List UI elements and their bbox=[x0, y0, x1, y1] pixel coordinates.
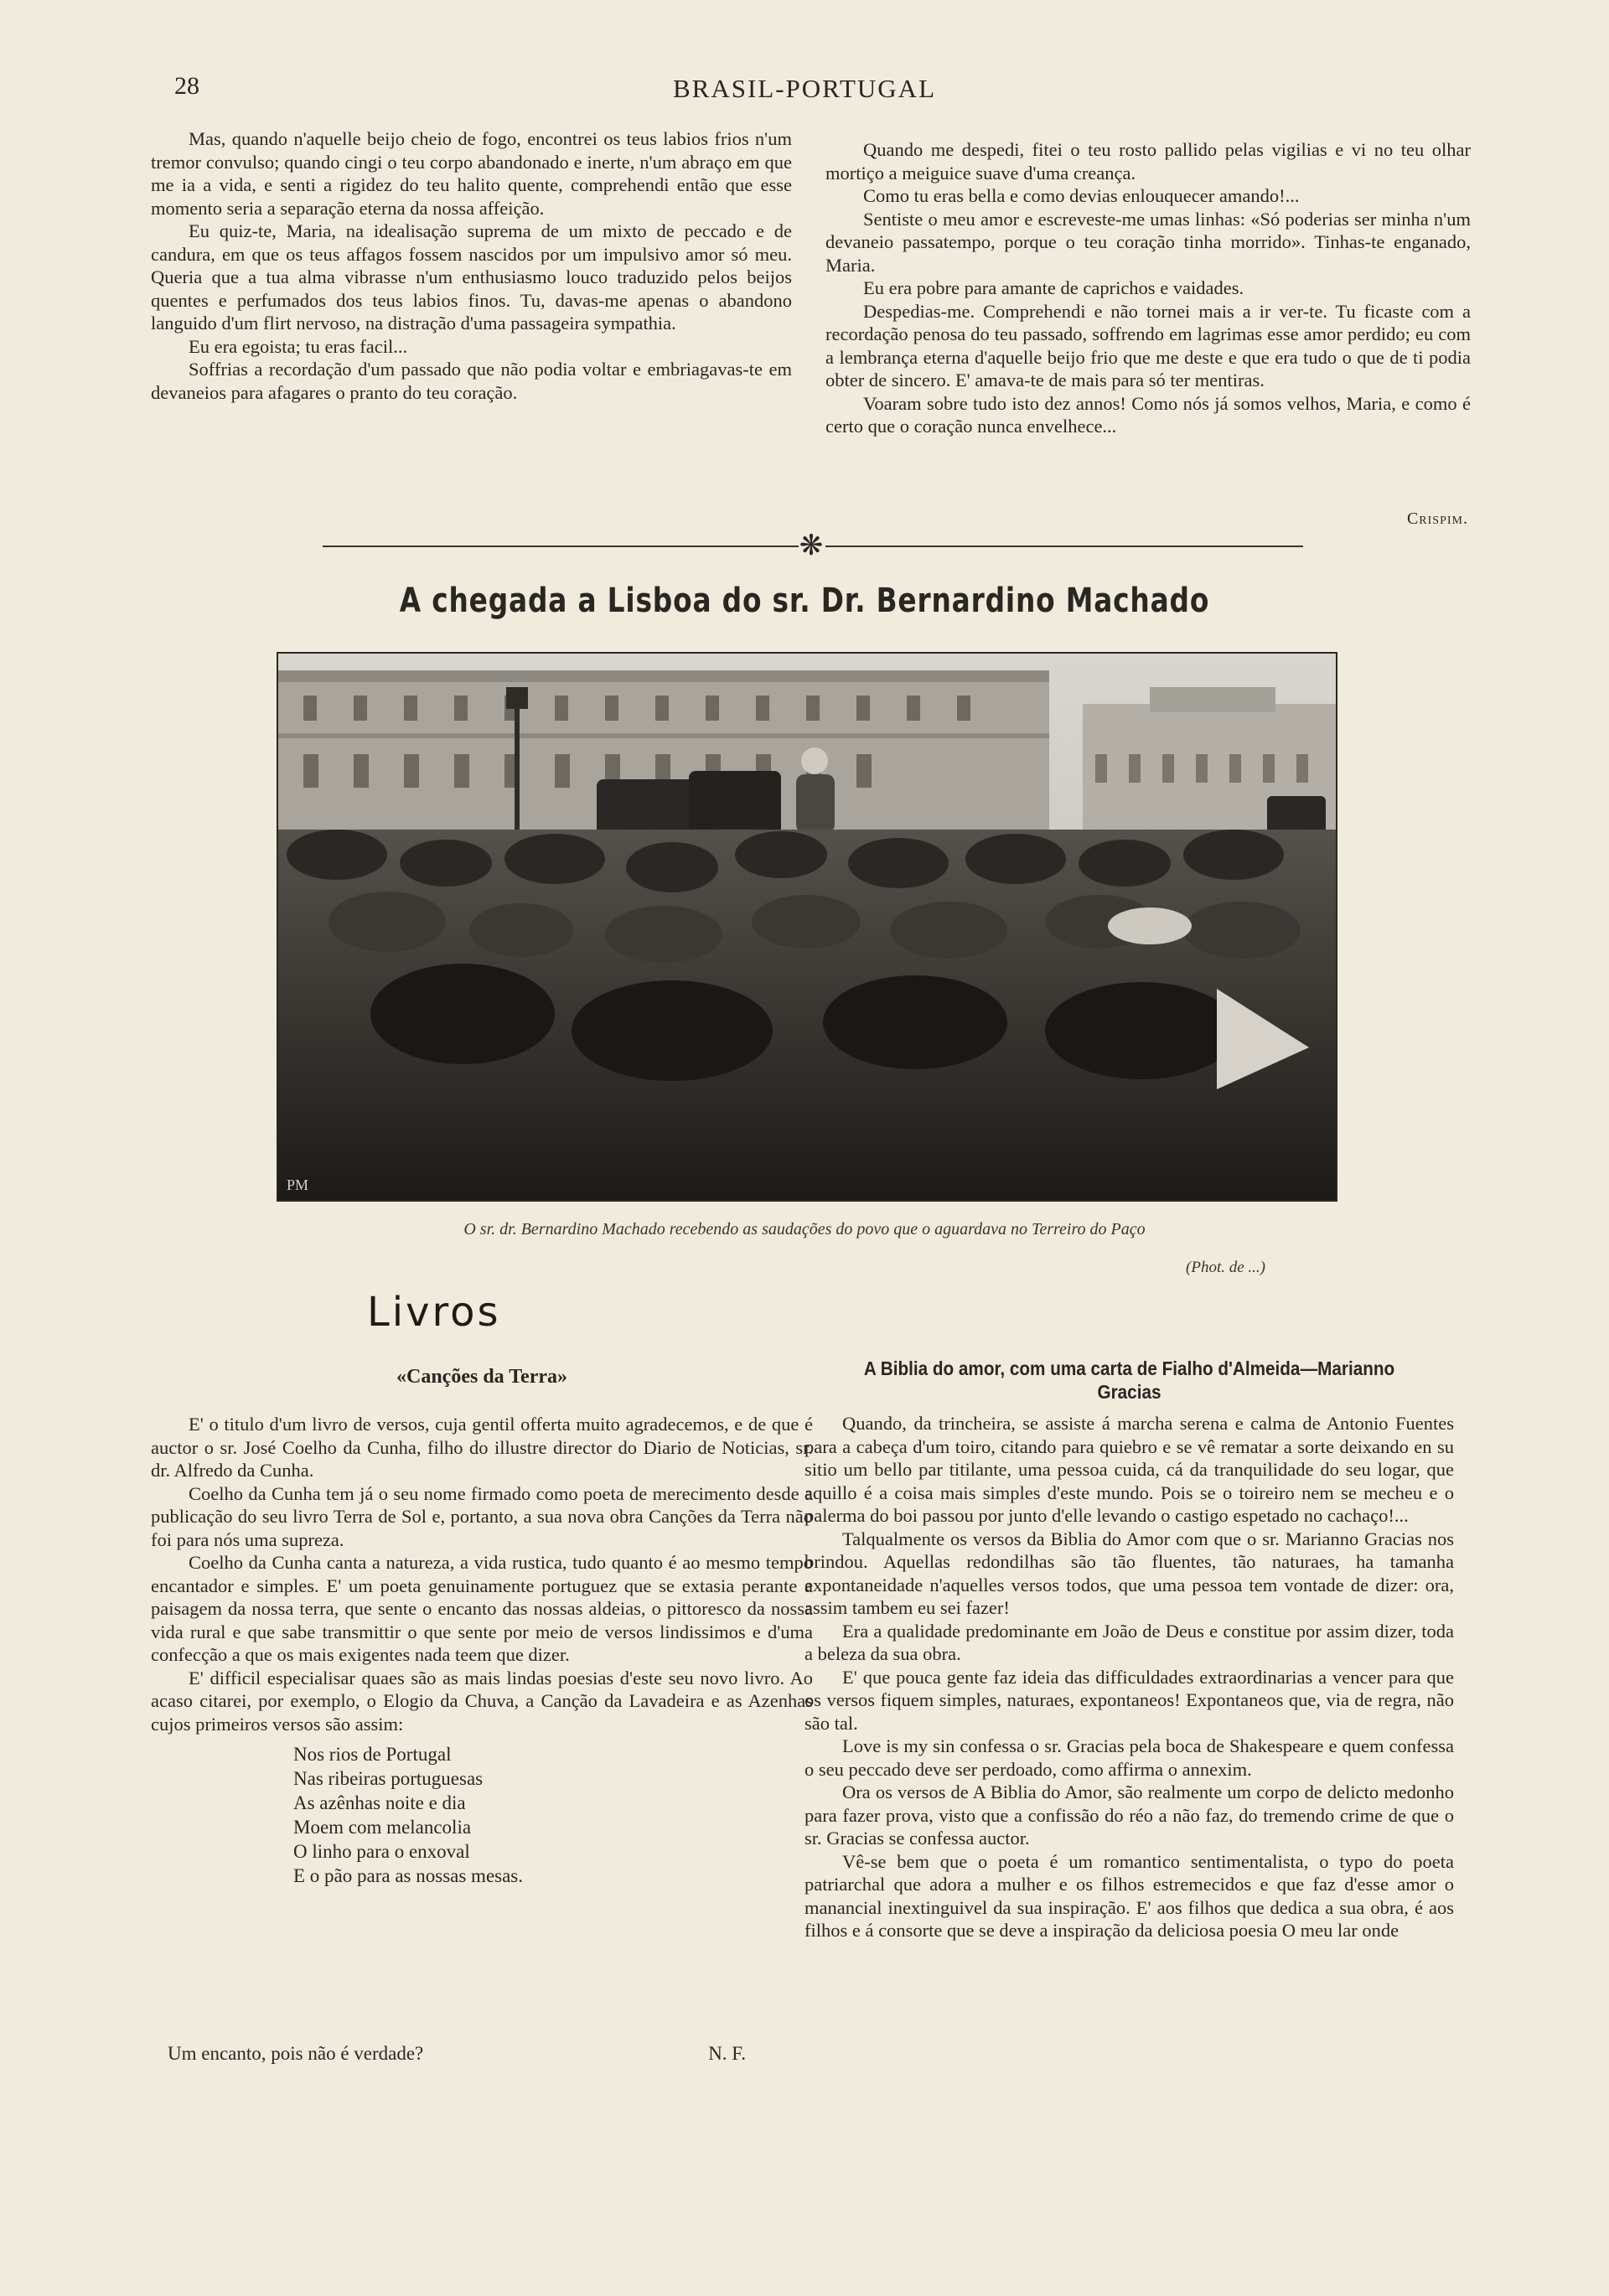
books-column bbox=[151, 1413, 813, 1901]
section-title-livros: Livros bbox=[367, 1289, 501, 1336]
poem-line: Moem com melancolia bbox=[293, 1817, 472, 1838]
poem-line: Nas ribeiras portuguesas bbox=[293, 1768, 484, 1789]
paragraph: Era a qualidade predominante em João de Deus e constitue por assim dizer, toda a beleza da sua obra. bbox=[804, 1620, 1454, 1664]
biblia-column bbox=[804, 1357, 1454, 1942]
paragraph: Despedias-me. Comprehendi e não tornei mais a ir ver-te. Tu ficaste com a recordação penosa do teu passado, soffrendo em lagrimas esse amor perdido; eu com a lembrança eterna d'aquelle beijo frio que me deste e que era tudo o que de ti podia obter de sincero. E' amava-te de mais para só ter mentiras. bbox=[825, 300, 1471, 390]
signature-crispim: Crispim. bbox=[1406, 509, 1468, 528]
paragraph: Soffrias a recordação d'um passado que não podia voltar e embriagavas-te em devaneios para afagares o pranto do teu coração. bbox=[151, 359, 792, 403]
paragraph: Coelho da Cunha tem já o seu nome firmado como poeta de merecimento desde a publicação do seu livro Terra de Sol e, portanto, a sua nova obra Canções da Terra não foi para nós uma supreza. bbox=[151, 1482, 813, 1550]
crowd-photograph bbox=[277, 652, 1337, 1202]
paragraph: Voaram sobre tudo isto dez annos! Como nós já somos velhos, Maria, e como é certo que o coração nunca envelhece... bbox=[825, 392, 1471, 437]
paragraph: Quando me despedi, fitei o teu rosto pallido pelas vigilias e vi no teu olhar mortiço a meiguice suave d'uma creança. bbox=[825, 139, 1471, 184]
paragraph: E' difficil especialisar quaes são as mais lindas poesias d'este seu novo livro. Ao acaso citarei, por exemplo, o Elogio da Chuva, a Canção da Lavadeira e as Azenhas cujos primeiros versos são assim: bbox=[151, 1667, 813, 1735]
paragraph: Ora os versos de A Biblia do Amor, são realmente um corpo de delicto medonho para fazer prova, visto que a confissão do réo a não faz, do tremendo crime de que o sr. Gracias se confessa auctor. bbox=[804, 1781, 1454, 1849]
divider-line bbox=[323, 546, 799, 547]
paragraph: E' que pouca gente faz ideia das difficuldades extraordinarias a vencer para que os versos fiquem simples, naturaes, expontaneos! Expontaneos que, via de regra, não são tal. bbox=[804, 1666, 1454, 1734]
paragraph: Sentiste o meu amor e escreveste-me umas linhas: «Só poderias ser minha n'um devaneio passatempo, porque o teu coração tinha morrido». Tinhas-te enganado, Maria. bbox=[825, 208, 1471, 276]
paragraph: Eu era pobre para amante de caprichos e vaidades. bbox=[863, 277, 1244, 298]
paragraph: Vê-se bem que o poeta é um romantico sentimentalista, o typo do poeta patriarchal que adora a mulher e os filhos estremecidos e que faz d'esse amor o manancial inextinguivel da sua inspiração. E' aos filhos que dedica a sua obra, é aos filhos e á consorte que se deve a inspiração da deliciosa poesia O meu lar onde bbox=[804, 1850, 1454, 1941]
asterism-ornament-icon: ❋ bbox=[799, 530, 824, 561]
paragraph: Eu era egoista; tu eras facil... bbox=[189, 335, 408, 357]
paragraph: Como tu eras bella e como devias enlouquecer amando!... bbox=[863, 185, 1300, 206]
poem-line: E o pão para as nossas mesas. bbox=[293, 1865, 524, 1886]
poem-line: Nos rios de Portugal bbox=[293, 1744, 452, 1765]
divider-line bbox=[825, 546, 1303, 547]
poem-line: O linho para o enxoval bbox=[293, 1841, 470, 1862]
paragraph: Love is my sin confessa o sr. Gracias pela boca de Shakespeare e quem confessa o seu peccado deve ser perdoado, como affirma o annexim. bbox=[804, 1735, 1454, 1780]
closing-line bbox=[168, 2043, 746, 2065]
paragraph: Quando, da trincheira, se assiste á marcha serena e calma de Antonio Fuentes para a cabeça d'um toiro, citando para quiebro e se vê rematar a sorte deixando en su sitio um bello par titilante, uma pessoa cuida, cá da tranquilidade do seu logar, que aquillo é a coisa mais simples d'este mundo. Pois se o toireiro nem se mecheu e o palerma do boi passou por junto d'elle levando o castigo espetado no cachaço!... bbox=[804, 1413, 1454, 1526]
biblia-title: A Biblia do amor, com uma carta de Fialho d'Almeida—Marianno Gracias bbox=[863, 1357, 1395, 1403]
running-head: BRASIL-PORTUGAL bbox=[672, 74, 937, 103]
crowd-photo-illustration bbox=[278, 654, 1336, 1200]
paragraph: Eu quiz-te, Maria, na idealisação suprema de um mixto de peccado e de candura, em que os teus affagos fossem nascidos por um impulsivo amor só meu. Queria que a tua alma vibrasse n'um enthusiasmo louco traduzido pelos beijos quentes e perfumados dos teus labios finos. Tu, davas-me apenas o abandono languido d'um flirt nervoso, na distração d'uma passageira sympathia. bbox=[151, 220, 792, 334]
article-headline: A chegada a Lisboa do sr. Dr. Bernardino Machado bbox=[399, 582, 1210, 620]
closing-text: Um encanto, pois não é verdade? bbox=[168, 2043, 424, 2064]
closing-sign: N. F. bbox=[708, 2043, 746, 2064]
photo-monogram: PM bbox=[287, 1176, 309, 1193]
paragraph: Coelho da Cunha canta a natureza, a vida rustica, tudo quanto é ao mesmo tempo encantador e simples. E' um poeta genuinamente portuguez que se extasia perante a paisagem da nossa terra, que sente o encanto das nossas aldeias, o pittoresco da nossa vida rural e que sabe transmittir o que sente por meio de versos lindissimos e d'uma confecção a que os mais exigentes nada teem que dizer. bbox=[151, 1552, 813, 1665]
poem-excerpt bbox=[293, 1742, 813, 1888]
book-subhead: «Canções da Terra» bbox=[396, 1366, 567, 1388]
paragraph: Mas, quando n'aquelle beijo cheio de fogo, encontrei os teus labios frios n'um tremor convulso; quando cingi o teu corpo abandonado e inerte, n'um abraço em que me ia a vida, e senti a rigidez do teu halito quente, comprehendi então que esse momento seria a separação eterna da nossa affeição. bbox=[151, 128, 792, 219]
top-left-column bbox=[151, 127, 792, 404]
page-number: 28 bbox=[174, 72, 199, 100]
paragraph: E' o titulo d'um livro de versos, cuja gentil offerta muito agradecemos, e de que é auctor o sr. José Coelho da Cunha, filho do illustre director do Diario de Noticias, sr. dr. Alfredo da Cunha. bbox=[151, 1414, 813, 1481]
photo-caption: O sr. dr. Bernardino Machado recebendo as saudações do povo que o aguardava no Terreiro do Paço bbox=[463, 1220, 1146, 1238]
photo-credit: (Phot. de ...) bbox=[1186, 1259, 1265, 1276]
poem-line: As azênhas noite e dia bbox=[293, 1792, 466, 1813]
top-right-column bbox=[825, 138, 1471, 438]
paragraph: Talqualmente os versos da Biblia do Amor com que o sr. Marianno Gracias nos brindou. Aquellas redondilhas são tão fluentes, tão naturaes, ha tamanha expontaneidade n'aquelles versos todos, que uma pessoa tem vontade de dizer: ora, assim tambem eu sei fazer! bbox=[804, 1528, 1454, 1618]
